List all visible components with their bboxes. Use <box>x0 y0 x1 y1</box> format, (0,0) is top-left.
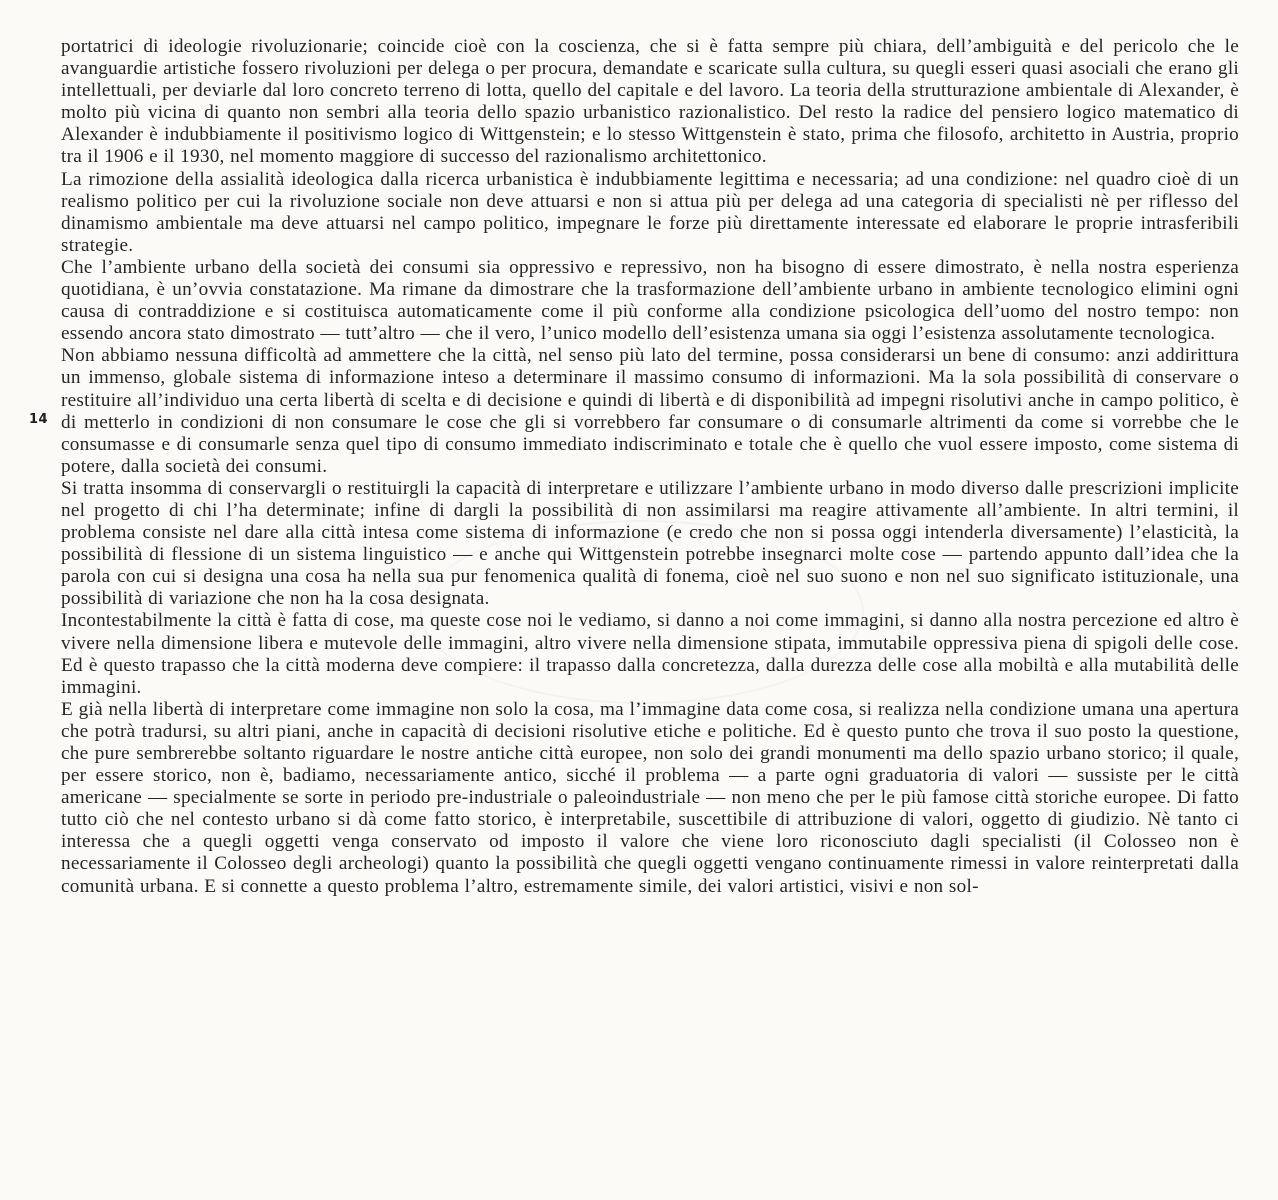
paragraph-3: Che l’ambiente urbano della società dei consumi sia oppressivo e repressivo, non ha bisogno di essere dimostrato, è nella nostra esperienza quotidiana, è un’ovvia constatazione. Ma rimane da dimostrare che la trasformazione dell’ambiente urbano in ambiente tecnologico elimini ogni causa di contraddizione e si costituisca automaticamente come il più conforme alla condizione psicologica dell’uomo del nostro tempo: non essendo ancora stato dimostrato — tutt’altro — che il vero, l’unico modello dell’esistenza umana sia oggi l’esistenza assolutamente tecnologica. <box>61 256 1239 345</box>
paragraph-5: Si tratta insomma di conservargli o restituirgli la capacità di interpretare e utilizzare l’ambiente urbano in modo diverso dalle prescrizioni implicite nel progetto di chi l’ha determinate; infine di dargli la possibilità di non assimilarsi ma reagire attivamente all’ambiente. In altri termini, il problema consiste nel dare alla città intesa come sistema di informazione (e credo che non si possa oggi intenderla diversamente) l’elasticità, la possibilità di flessione di un sistema linguistico — e anche qui Wittgenstein potrebbe insegnarci molte cose — partendo appunto dall’idea che la parola con cui si designa una cosa ha nella sua pur fenomenica qualità di fonema, cioè nel suo suono e non nel suo significato istituzionale, una possibilità di variazione che non ha la cosa designata. <box>61 477 1239 610</box>
paragraph-1: portatrici di ideologie rivoluzionarie; coincide cioè con la coscienza, che si è fatta sempre più chiara, dell’ambiguità e del pericolo che le avanguardie artistiche fossero rivoluzioni per delega o per procura, demandate e scaricate sulla cultura, su quegli esseri quasi asociali che erano gli intellettuali, per deviarle dal loro concreto terreno di lotta, quello del capitale e del lavoro. La teoria della strutturazione ambientale di Alexander, è molto più vicina di quanto non sembri alla teoria dello spazio urbanistico razionalistico. Del resto la radice del pensiero logico matematico di Alexander è indubbiamente il positivismo logico di Wittgenstein; e lo stesso Wittgenstein è stato, prima che filosofo, architetto in Austria, proprio tra il 1906 e il 1930, nel momento maggiore di successo del razionalismo architettonico. <box>61 36 1239 168</box>
paragraph-6: Incontestabilmente la città è fatta di cose, ma queste cose noi le vediamo, si danno a noi come immagini, si danno alla nostra percezione ed altro è vivere nella dimensione libera e mutevole delle immagini, altro vivere nella dimensione stipata, immutabile oppressiva piena di spigoli delle cose. Ed è questo trapasso che la città moderna deve compiere: il trapasso dalla concretezza, dalla durezza delle cose alla mobiltà e alla mutabilità delle immagini. <box>61 610 1239 698</box>
paragraph-7: E già nella libertà di interpretare come immagine non solo la cosa, ma l’immagine data come cosa, si realizza nella condizione umana una apertura che potrà tradursi, su altri piani, anche in capacità di decisioni risolutive etiche e politiche. Ed è questo punto che trova il suo posto la questione, che pure sembrerebbe soltanto riguardare le nostre antiche città europee, non solo dei grandi monumenti ma dello spazio urbano storico; il quale, per essere storico, non è, badiamo, necessariamente antico, sicché il problema — a parte ogni graduatoria di valori — sussiste per le città americane — specialmente se sorte in periodo pre-industriale o paleoindustriale — non meno che per le più famose città storiche europee. Di fatto tutto ciò che nel contesto urbano si dà come fatto storico, è interpretabile, suscettibile di attribuzione di valori, oggetto di giudizio. Nè tanto ci interessa che a quegli oggetti venga conservato od imposto il valore che viene loro riconosciuto dagli specialisti (il Colosseo non è necessariamente il Colosseo degli archeologi) quanto la possibilità che quegli oggetti vengano continuamente rimessi in valore reinterpretati dalla comunità urbana. E si connette a questo problema l’altro, estremamente simile, dei valori artistici, visivi e non sol- <box>61 698 1239 897</box>
body-text <box>61 36 1239 898</box>
paragraph-4: Non abbiamo nessuna difficoltà ad ammettere che la città, nel senso più lato del termine, possa considerarsi un bene di consumo: anzi addirittura un immenso, globale sistema di informazione inteso a determinare il massimo consumo di informazioni. Ma la sola possibilità di conservare o restituire all’individuo una certa libertà di scelta e di decisione e quindi di libertà e di disponibilità ad impegni risolutivi anche in campo politico, è di metterlo in condizioni di non consumare le cose che gli si vorrebbero far consumare o di consumarle altrimenti da come si vorrebbe che le consumasse e di consumarle senza quel tipo di consumo immediato indiscriminato e totale che è quello che vuol essere imposto, come sistema di potere, dalla società dei consumi. <box>61 345 1239 477</box>
page-number: 14 <box>29 412 49 427</box>
paragraph-2: La rimozione della assialità ideologica dalla ricerca urbanistica è indubbiamente legittima e necessaria; ad una condizione: nel quadro cioè di un realismo politico per cui la rivoluzione sociale non deve attuarsi e non si attua più per delega ad una categoria di specialisti nè per riflesso del dinamismo ambientale ma deve attuarsi nel campo politico, impegnare le forze più direttamente interessate ed elaborare le proprie intrasferibili strategie. <box>61 168 1239 256</box>
